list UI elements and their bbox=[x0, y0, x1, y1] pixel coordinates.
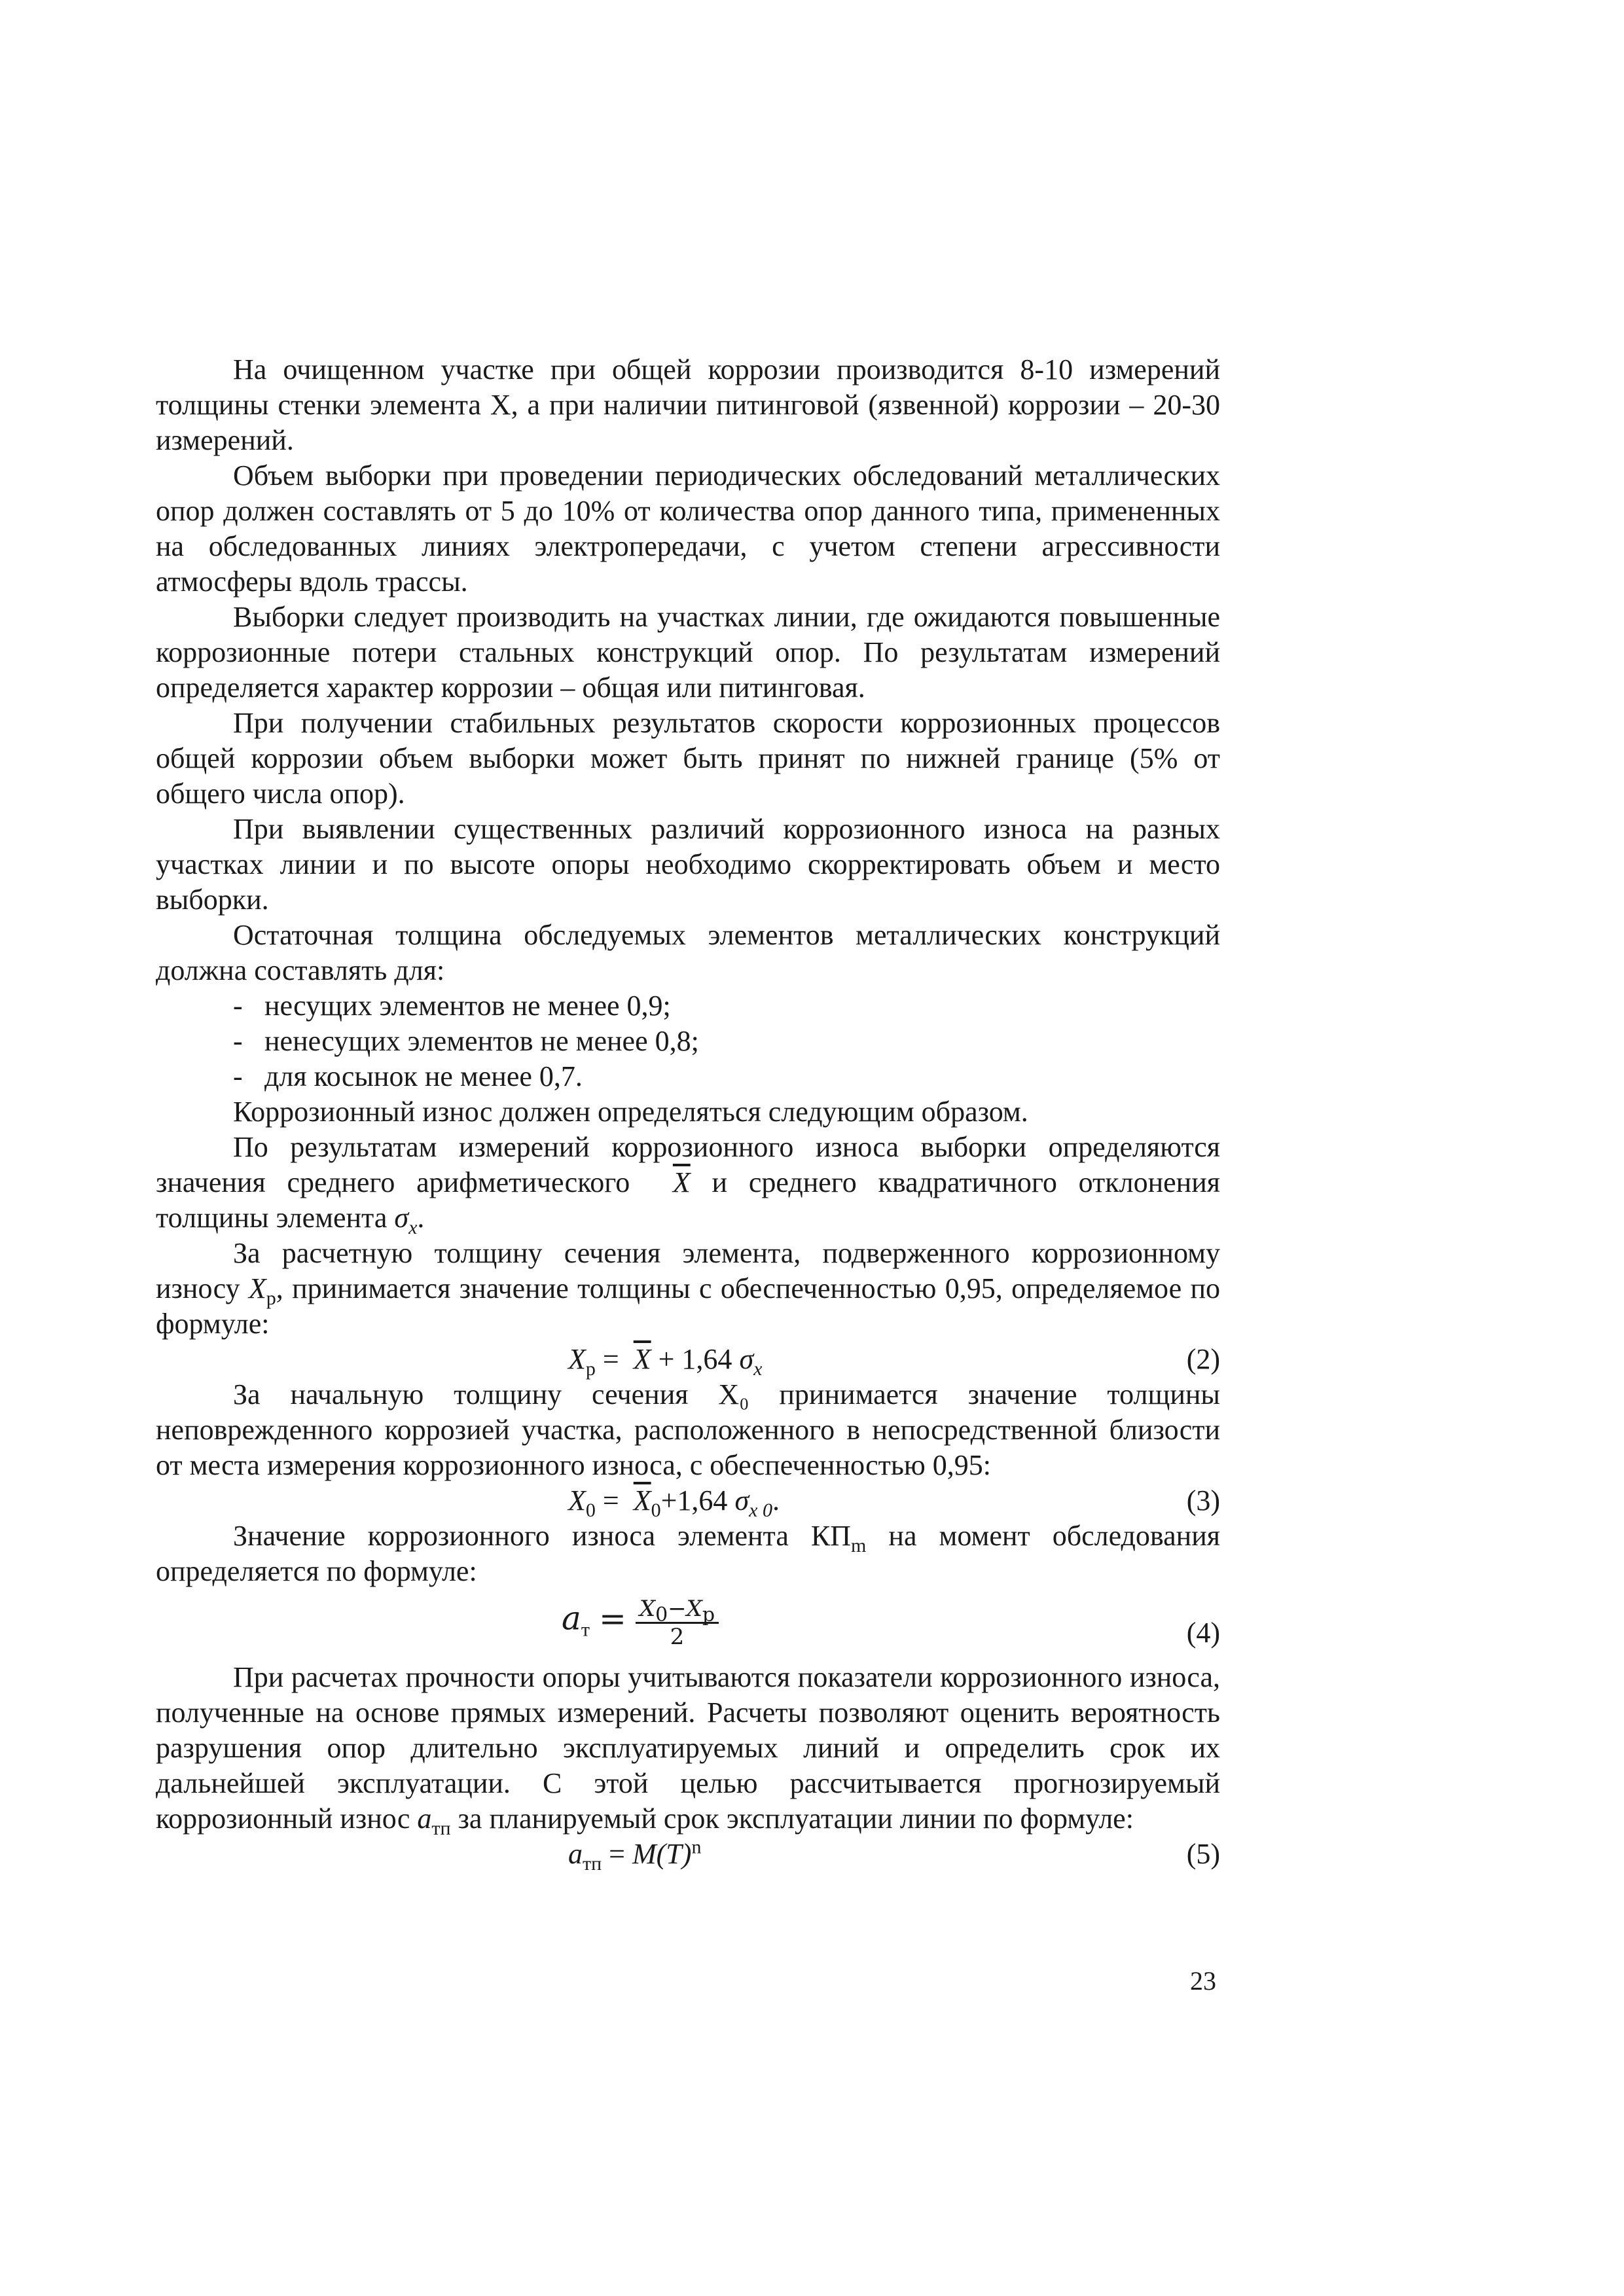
paragraph-8-text-a: По результатам измерений коррозионного износа выборки определяются значения среднего арифметического bbox=[156, 1131, 1220, 1198]
mean-symbol: $\overline{X}$ bbox=[672, 1166, 691, 1198]
atp-symbol: a bbox=[417, 1803, 432, 1835]
list-item bbox=[156, 1059, 1220, 1094]
paragraph-9-text-a: За расчетную толщину сечения элемента, подверженного коррозионному износу bbox=[156, 1237, 1220, 1304]
list-item-text: для косынок не менее 0,7. bbox=[264, 1060, 583, 1092]
paragraph-4: При получении стабильных результатов скорости коррозионных процессов общей коррозии объем выборки может быть принят по нижней границе (5% от общего числа опор). bbox=[156, 707, 1220, 810]
formula-5-exp: n bbox=[691, 1836, 702, 1858]
paragraph-1: На очищенном участке при общей коррозии производится 8-10 измерений толщины стенки элемента X, а при наличии питинговой (язвенной) коррозии – 20-30 измерений. bbox=[156, 353, 1220, 456]
list-marker: - bbox=[233, 1025, 243, 1057]
paragraph-9-text-b: , принимается значение толщины с обеспеченностью 0,95, определяемое по формуле: bbox=[156, 1272, 1221, 1340]
paragraph-9: За расчетную толщину сечения элемента, подверженного коррозионному износу $X_р$, принимается значение толщины с обеспеченностью 0,95, определяемое по формуле: bbox=[156, 1237, 1221, 1340]
formula-3-rhs: +1,64 bbox=[660, 1484, 728, 1516]
formula-2-number: (2) bbox=[1186, 1343, 1220, 1375]
list-item bbox=[156, 1024, 1220, 1059]
formula-4-expression: $a_т$ = $\frac{X_0-X_р}{2}$ bbox=[562, 1596, 719, 1650]
list-item-text: несущих элементов не менее 0,9; bbox=[264, 990, 671, 1022]
paragraph-11-sub: m bbox=[851, 1534, 867, 1556]
formula-3 bbox=[156, 1483, 1220, 1521]
paragraph-5: При выявлении существенных различий коррозионного износа на разных участках линии и по высоте опоры необходимо скорректировать объем и место выборки. bbox=[156, 813, 1220, 916]
paragraph-12-text-b: за планируемый срок эксплуатации линии по формуле: bbox=[458, 1803, 1134, 1835]
paragraph-6: Остаточная толщина обследуемых элементов металлических конструкций должна составлять для: bbox=[156, 919, 1220, 986]
sigma-symbol: $\sigma_x$ bbox=[394, 1202, 418, 1238]
formula-3-expression: $X_0 = \overline{X}_0+1,64$ $\sigma_{x 0}$. bbox=[568, 1484, 780, 1521]
paragraph-12: При расчетах прочности опоры учитываются показатели коррозионного износа, полученные на основе прямых измерений. Расчеты позволяют оценить вероятность разрушения опор длительно эксплуатируемых линий и определить срок их дальнейшей эксплуатации. С этой целью рассчитывается прогнозируемый коррозионный износ $a_{тп}$ за планируемый срок эксплуатации линии по формуле: bbox=[156, 1661, 1220, 1839]
formula-2 bbox=[156, 1342, 1220, 1380]
body-text bbox=[156, 352, 1220, 1872]
formula-2-expression: $X_р = \overline{X} + 1,64$ $\sigma_x$ bbox=[568, 1343, 763, 1380]
paragraph-11-text-b: на момент обследования определяется по формуле: bbox=[156, 1520, 1220, 1587]
formula-5 bbox=[156, 1837, 1220, 1872]
formula-4-denominator: 2 bbox=[670, 1624, 685, 1650]
paragraph-11-text-a: Значение коррозионного износа элемента КП bbox=[233, 1520, 852, 1552]
paragraph-3: Выборки следует производить на участках линии, где ожидаются повышенные коррозионные потери стальных конструкций опор. По результатам измерений определяется характер коррозии – общая или питинговая. bbox=[156, 601, 1220, 704]
paragraph-2: Объем выборки при проведении периодических обследований металлических опор должен составлять от 5 до 10% от количества опор данного типа, примененных на обследованных линиях электропередачи, с учетом степени агрессивности атмосферы вдоль трассы. bbox=[156, 459, 1220, 598]
formula-2-rhs: + 1,64 bbox=[658, 1343, 732, 1375]
formula-3-number: (3) bbox=[1186, 1484, 1220, 1516]
formula-4-fraction bbox=[636, 1596, 719, 1650]
page-number: 23 bbox=[1190, 1966, 1216, 1996]
list-item-text: ненесущих элементов не менее 0,8; bbox=[264, 1025, 699, 1057]
paragraph-8-text-b: и среднего квадратичного отклонения толщины элемента bbox=[156, 1166, 1220, 1234]
formula-4-numerator: $X_0-X_р$ bbox=[636, 1596, 719, 1624]
list-marker: - bbox=[233, 1060, 243, 1092]
formula-5-rhs: M(T) bbox=[632, 1838, 692, 1870]
formula-5-number: (5) bbox=[1186, 1838, 1220, 1870]
paragraph-11 bbox=[156, 1518, 1220, 1589]
list-item bbox=[156, 988, 1220, 1024]
paragraph-8: По результатам измерений коррозионного износа выборки определяются значения среднего арифметического $\overline{X}$ и среднего квадратичного отклонения толщины элемента $\sigma_x$. bbox=[156, 1131, 1220, 1238]
paragraph-10: За начальную толщину сечения X₀ принимается значение толщины неповрежденного коррозией участка, расположенного в непосредственной близости от места измерения коррозионного износа, с обеспеченностью 0,95: bbox=[156, 1378, 1220, 1481]
xp-symbol: X bbox=[248, 1272, 266, 1304]
formula-4-number: (4) bbox=[1186, 1617, 1220, 1649]
paragraph-7: Коррозионный износ должен определяться следующим образом. bbox=[233, 1096, 1028, 1128]
paragraph-12-text-a: При расчетах прочности опоры учитываются показатели коррозионного износа, полученные на основе прямых измерений. Расчеты позволяют оценить вероятность разрушения опор длительно эксплуатируемых линий и определить срок их дальнейшей эксплуатации. С этой целью рассчитывается прогнозируемый коррозионный износ bbox=[156, 1661, 1220, 1835]
list-marker: - bbox=[233, 990, 243, 1022]
formula-4 bbox=[156, 1589, 1220, 1660]
formula-5-expression: $a_{тп} = M(T)^n$ bbox=[568, 1836, 702, 1874]
